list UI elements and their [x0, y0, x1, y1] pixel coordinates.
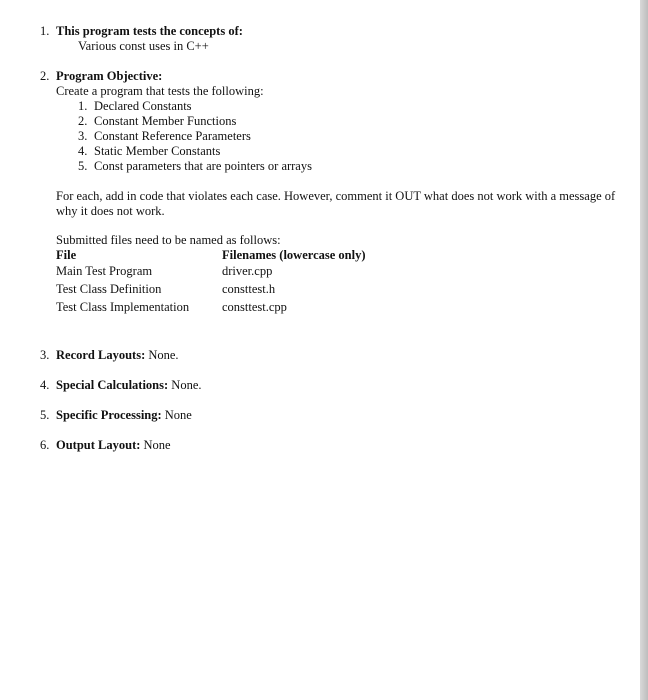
section-5: [40, 408, 630, 423]
section-1-detail: Various const uses in C++: [78, 39, 209, 53]
files-table: [56, 248, 366, 318]
page-edge-shadow: [640, 0, 648, 700]
section-4-value: None.: [171, 378, 202, 392]
section-2-number: 2.: [40, 69, 50, 83]
section-5-title: Specific Processing:: [56, 408, 162, 422]
header-filename: Filenames (lowercase only): [222, 248, 366, 262]
section-6-number: 6.: [40, 438, 50, 452]
section-1: [40, 24, 630, 54]
section-1-number: 1.: [40, 24, 50, 38]
list-item: 4. Static Member Constants: [78, 144, 221, 158]
section-4-number: 4.: [40, 378, 50, 392]
objective-intro: Create a program that tests the following:: [56, 84, 264, 98]
section-2: [40, 69, 630, 318]
list-item: 2. Constant Member Functions: [78, 114, 237, 128]
table-row: [56, 300, 366, 318]
list-item: 1. Declared Constants: [78, 99, 192, 113]
files-table-header: [56, 248, 366, 264]
section-3-title: Record Layouts:: [56, 348, 146, 362]
file-name: driver.cpp: [222, 264, 273, 278]
section-3-value: None.: [148, 348, 179, 362]
header-file: File: [56, 248, 77, 262]
file-label: Test Class Definition: [56, 282, 162, 296]
objective-list: [78, 99, 630, 174]
section-1-title: This program tests the concepts of:: [56, 24, 243, 38]
table-row: [56, 282, 366, 300]
table-row: [56, 264, 366, 282]
section-6-title: Output Layout:: [56, 438, 141, 452]
section-5-value: None: [164, 408, 192, 422]
section-2-title: Program Objective:: [56, 69, 163, 83]
section-6: [40, 438, 630, 453]
section-4-title: Special Calculations:: [56, 378, 169, 392]
file-name: consttest.cpp: [222, 300, 287, 314]
section-4: [40, 378, 630, 393]
file-name: consttest.h: [222, 282, 276, 296]
section-3: [40, 348, 630, 363]
files-intro: Submitted files need to be named as follows:: [56, 233, 281, 247]
list-item: 5. Const parameters that are pointers or arrays: [78, 159, 312, 173]
section-6-value: None: [143, 438, 171, 452]
file-label: Main Test Program: [56, 264, 153, 278]
violation-paragraph: For each, add in code that violates each case. However, comment it OUT what does not work with a message of why it does not work.: [56, 189, 616, 218]
section-5-number: 5.: [40, 408, 50, 422]
list-item: 3. Constant Reference Parameters: [78, 129, 251, 143]
section-3-number: 3.: [40, 348, 50, 362]
file-label: Test Class Implementation: [56, 300, 190, 314]
